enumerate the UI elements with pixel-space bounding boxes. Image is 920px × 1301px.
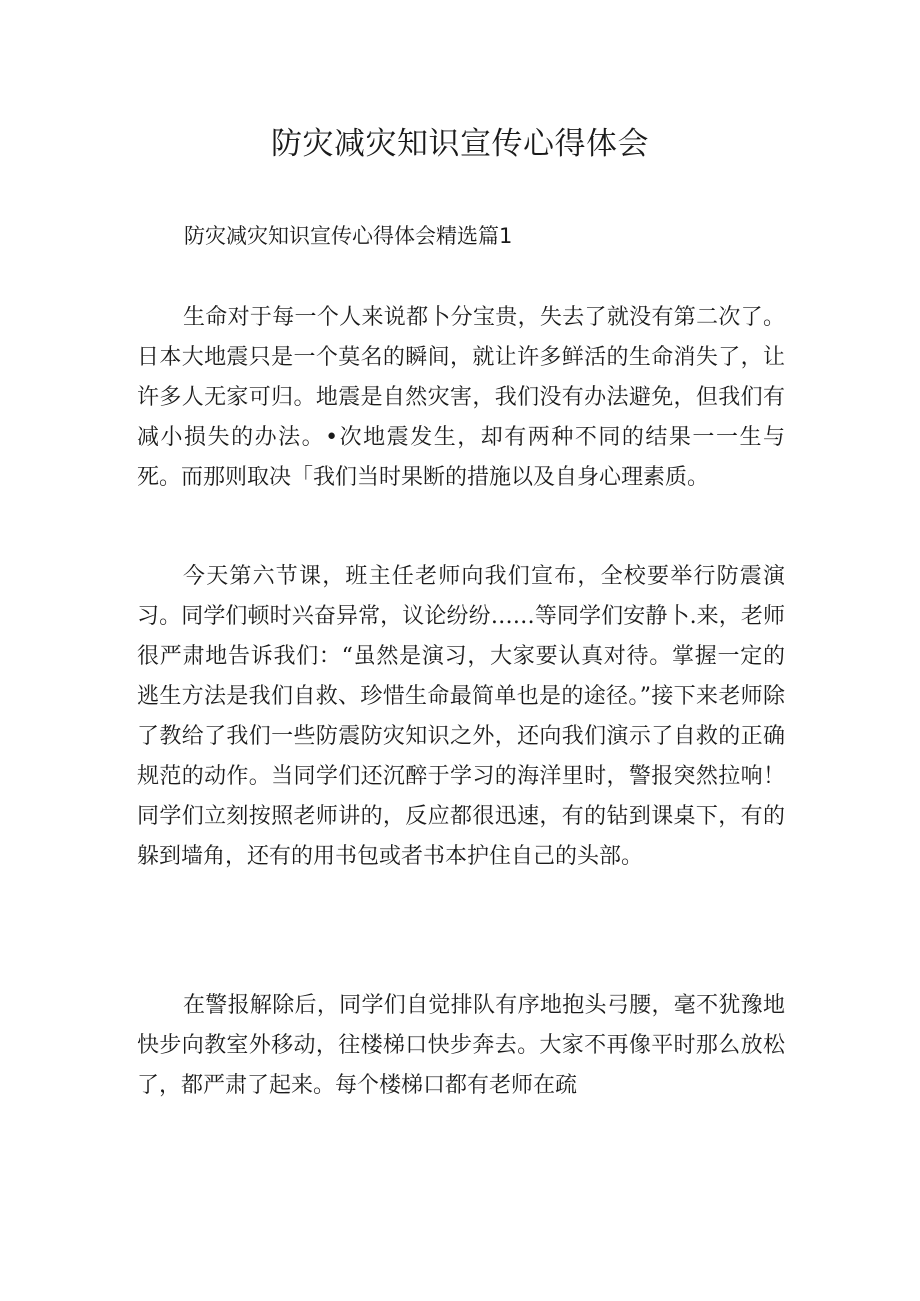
document-subtitle: 防灾减灾知识宣传心得体会精选篇1 <box>184 224 513 248</box>
paragraph-1: 生命对于每一个人来说都卜分宝贵，失去了就没有第二次了。日本大地震只是一个莫名的瞬间，就让许多鲜活的生命消失了，让许多人无家可归。地震是自然灾害，我们没有办法避免，但我们有减小损失的办法。•次地震发生，却有两种不同的结果一一生与死。而那则取决「我们当时果断的措施以及自身心理素质。 <box>137 305 785 490</box>
document-title: 防灾减灾知识宣传心得体会 <box>271 126 649 162</box>
paragraph-3: 在警报解除后，同学们自觉排队有序地抱头弓腰，毫不犹豫地快步向教室外移动，往楼梯口快步奔去。大家不再像平时那么放松了，都严肃了起来。每个楼梯口都有老师在疏 <box>137 993 785 1098</box>
paragraph-2: 今天第六节课，班主任老师向我们宣布，全校要举行防震演习。同学们顿时兴奋异常，议论纷纷……等同学们安静卜.来，老师很严肃地告诉我们：“虽然是演习，大家要认真对待。掌握一定的逃生方法是我们自救、珍惜生命最简单也是的途径。”接下来老师除了教给了我们一些防震防灾知识之外，还向我们演示了自救的正确规范的动作。当同学们还沉醉于学习的海洋里时，警报突然拉响！同学们立刻按照老师讲的，反应都很迅速，有的钻到课桌下，有的躲到墙角，还有的用书包或者书本护住自己的头部。 <box>137 564 785 869</box>
